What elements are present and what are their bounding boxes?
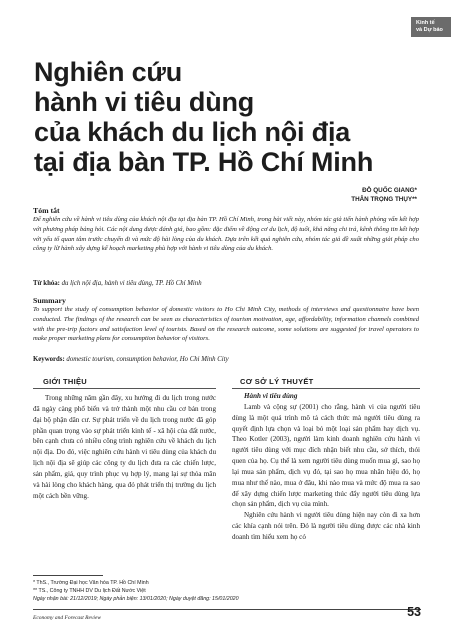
summary-en-text: To support the study of consumption behavior of domestic visitors to Ho Chi Minh City, methods of interviews and questionnaire have been conducted. The findings of the research can be seen as characteristics of tourism motivation, age, affordability, information channels combined with the pre-trip factors and satisfaction level of tourists. Based on the research outcome, some solutions are suggested for travel operators to make proper marketing plans for consumption behavior of visitors.	[33, 306, 419, 343]
footnote-2: ** TS., Công ty TNHH DV Du lịch Đất Nước Việt	[33, 588, 146, 594]
theory-paragraph-2: Nghiên cứu hành vi người tiêu dùng hiện nay còn đi xa hơn các khía cạnh nói trên. Đó là người tiêu dùng được các nhà kinh doanh tìm hiểu xem họ có	[232, 511, 420, 541]
theory-section	[232, 391, 420, 543]
article-title	[34, 57, 414, 177]
theory-paragraph-1: Lamb và cộng sự (2001) cho rằng, hành vi của người tiêu dùng là một quá trình mô tả cách thức mà người tiêu dùng ra quyết định lựa chọn và loại bỏ một loại sản phẩm hay dịch vụ. Theo Kotler (2003), người làm kinh doanh nghiên cứu hành vi người tiêu dùng với mục đích nhận biết nhu cầu, sở thích, thói quen của họ. Cụ thể là xem người tiêu dùng muốn mua gì, sao họ lại mua sản phẩm, dịch vụ đó, tại sao họ mua nhãn hiệu đó, họ mua như thế nào, mua ở đâu, khi nào mua và mức độ mua ra sao để xây dựng chiến lược marketing thúc đẩy người tiêu dùng lựa chọn sản phẩm, dịch vụ của mình.	[232, 402, 420, 509]
title-line-1: Nghiên cứu	[34, 57, 183, 87]
footer-rule	[33, 609, 421, 610]
footnote-rule	[33, 575, 103, 576]
intro-text: Trong những năm gần đây, xu hướng đi du lịch trong nước đã ngày càng phổ biến và trở thành một nhu cầu cơ bản trong đại bộ phận dân cư. Sự phát triển về du lịch trong nước đã góp phần quan trọng vào sự phát triển kinh tế - xã hội của đất nước, bên cạnh chưa có nhiều công trình nghiên cứu về khách du lịch nội địa. Do đó, việc nghiên cứu hành vi tiêu dùng của khách du lịch nội địa sẽ giúp các công ty du lịch đưa ra các chiến lược, sản phẩm, giá, quy trình phục vụ hợp lý, mang lại sự thỏa mãn và hài lòng cho khách hàng, qua đó phát triển thị trường du lịch một cách bền vững.	[33, 394, 216, 500]
title-line-3: của khách du lịch nội địa	[34, 117, 351, 147]
intro-heading-rule	[33, 388, 216, 389]
footnotes	[33, 579, 419, 603]
keywords-vi-label: Từ khóa:	[33, 280, 60, 287]
author-1: ĐỖ QUỐC GIANG*	[362, 187, 417, 194]
submission-dates: Ngày nhận bài: 21/12/2019; Ngày phản biện: 13/01/2020; Ngày duyệt đăng: 15/01/2020	[33, 596, 239, 602]
theory-heading: CƠ SỞ LÝ THUYẾT	[240, 377, 314, 386]
journal-name: Economy and Forecast Review	[33, 615, 102, 621]
theory-heading-rule	[232, 388, 420, 389]
section-tab-line1: Kinh tế	[416, 20, 435, 26]
intro-heading: GIỚI THIỆU	[43, 377, 87, 386]
keywords-en-value: domestic tourism, consumption behavior, Ho Chi Minh City	[66, 356, 229, 363]
abstract-vi-text: Để nghiên cứu về hành vi tiêu dùng của khách nội địa tại địa bàn TP. Hồ Chí Minh, trong bài viết này, nhóm tác giả tiến hành phỏng vấn kết hợp với phương pháp bảng hỏi. Các nội dung được đánh giá, bao gồm: đặc điểm về động cơ du lịch, độ tuổi, khả năng chi trả, kênh thông tin kết hợp với yếu tố quan tâm trước chuyến đi và mức độ hài lòng của du khách. Dựa trên kết quả nghiên cứu, nhóm tác giả đề xuất những giải pháp cho công ty lữ hành xây dựng kế hoạch marketing phù hợp với hành vi tiêu dùng của du khách.	[33, 216, 419, 253]
title-line-2: hành vi tiêu dùng	[34, 87, 255, 117]
keywords-vi	[33, 280, 419, 287]
keywords-en-label: Keywords:	[33, 356, 65, 363]
theory-subheading: Hành vi tiêu dùng	[244, 392, 298, 400]
author-2: THÂN TRỌNG THỤY**	[351, 196, 417, 203]
keywords-vi-value: du lịch nội địa, hành vi tiêu dùng, TP. Hồ Chí Minh	[61, 280, 202, 287]
section-tab-line2: và Dự báo	[416, 27, 443, 33]
keywords-en	[33, 356, 419, 363]
abstract-vi-heading: Tóm tắt	[33, 206, 60, 215]
author-list	[351, 186, 417, 204]
title-line-4: tại địa bàn TP. Hồ Chí Minh	[34, 147, 374, 177]
section-tab	[411, 17, 451, 37]
page-number: 53	[407, 605, 421, 619]
footnote-1: * ThS., Trường Đại học Văn hóa TP. Hồ Chí Minh	[33, 580, 149, 586]
summary-en-heading: Summary	[33, 296, 66, 305]
